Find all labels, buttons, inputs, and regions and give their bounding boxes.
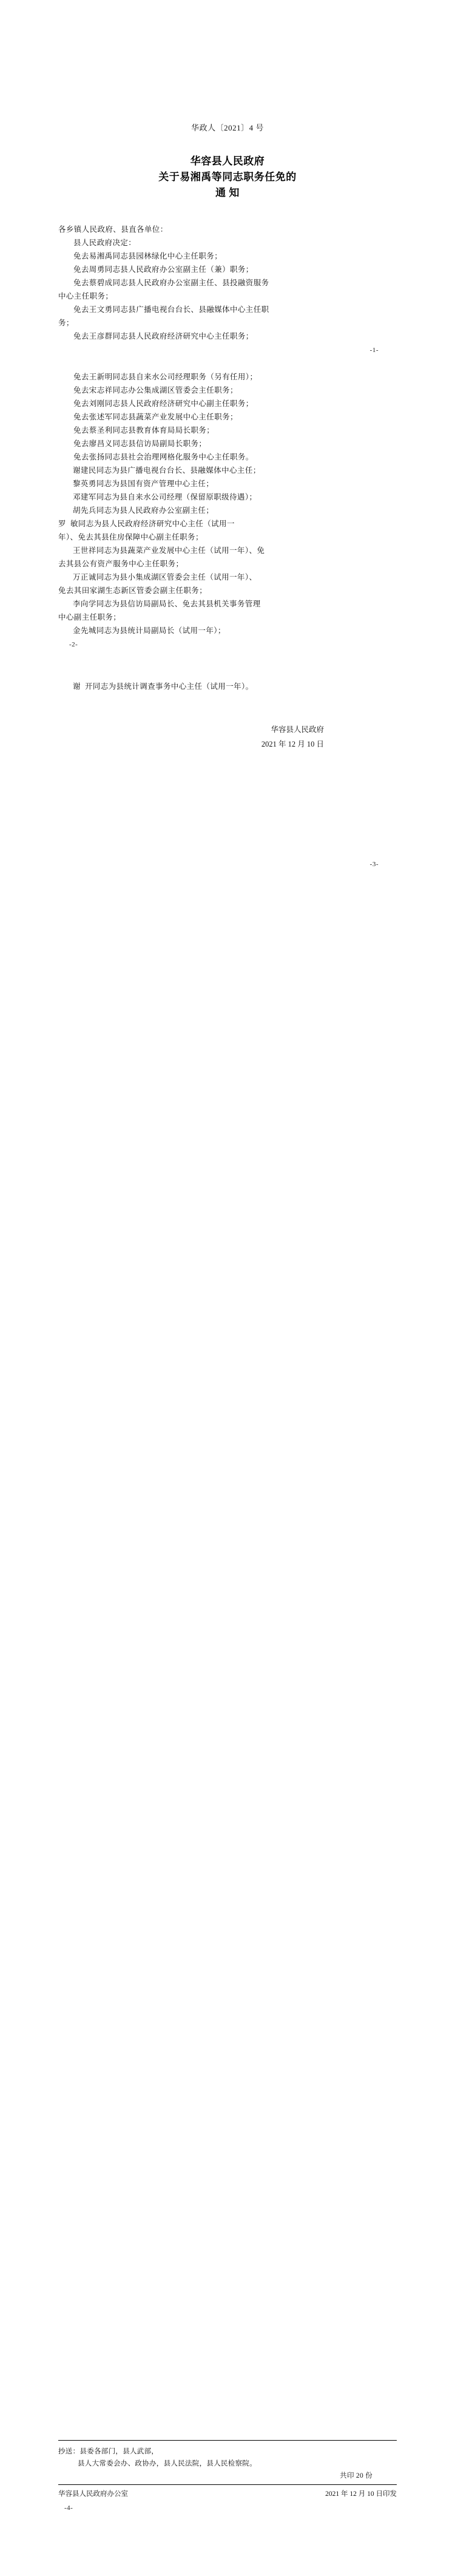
appointment-text: 为县国有资产管理中心主任； (112, 480, 214, 488)
list-item: 免去张述军同志县蔬菜产业发展中心主任职务； (73, 413, 238, 421)
appointment-row (58, 624, 397, 637)
distribution-line: 县人大常委会办、政协办，县人民法院，县人民检察院。 (78, 2460, 257, 2467)
appointee-name: 谢建民同志 (73, 466, 112, 475)
distribution-block (58, 2446, 397, 2482)
appointment-text: 为县自来水公司经理（保留原职级待遇）； (112, 493, 257, 501)
appointee-name: 黎英勇同志 (73, 480, 112, 488)
appointee-name: 胡先兵同志 (73, 506, 112, 515)
appointment-row (58, 490, 397, 504)
list-item: 免去易湘禹同志县园林绿化中心主任职务； (73, 252, 223, 260)
doc-section-page1 (0, 121, 455, 354)
page2-body (58, 370, 397, 637)
title-line-1: 华容县人民政府 (190, 155, 265, 167)
list-item: 免去王新明同志县自来水公司经理职务（另有任用）； (73, 373, 258, 381)
appointment-text: 为县统计调查事务中心主任（试用一年）。 (108, 682, 254, 691)
lead-text: 县人民政府决定： (73, 239, 136, 247)
appointment-row (58, 530, 397, 544)
appointment-text: 为县人民政府办公室副主任； (112, 506, 214, 515)
salutation: 各乡镇人民政府、县直各单位： (58, 225, 168, 234)
title-line-3: 通 知 (215, 187, 240, 198)
list-item: 免去蔡碧成同志县人民政府办公室副主任、县投融资服务 (73, 279, 269, 287)
appointment-text: 为县小集成湖区管委会主任（试用一年）、 (112, 573, 257, 581)
list-item: 免去周勇同志县人民政府办公室副主任（兼）职务； (73, 265, 254, 274)
list-item: 中心主任职务； (58, 292, 113, 300)
doc-number: 华政人〔2021〕4 号 (191, 123, 264, 132)
appointment-text: 年）、免去其县住房保障中心副主任职务； (58, 533, 203, 541)
appointment-text: 去其县公有资产服务中心主任职务； (58, 560, 184, 568)
footer-office: 华容县人民政府办公室 (58, 2490, 128, 2498)
appointment-row (58, 544, 397, 557)
footer-divider-top (58, 2440, 397, 2441)
footer-print-date: 2021 年 12 月 10 日印发 (325, 2490, 397, 2498)
appointment-row (58, 584, 397, 597)
distribution-line: 抄送：县委各部门，县人武部， (58, 2448, 159, 2455)
appointment-row (58, 597, 397, 611)
appointment-text: 为县人民政府经济研究中心主任（试用一 (93, 520, 235, 528)
appointee-name: 罗 敏同志 (58, 520, 94, 528)
list-item: 免去宋志祥同志办公集成湖区管委会主任职务； (73, 386, 238, 395)
list-item: 免去王文勇同志县广播电视台台长、县融媒体中心主任职 (73, 305, 269, 314)
page-title (58, 154, 397, 201)
appointee-name: 王世祥同志 (73, 546, 112, 555)
appointment-row (58, 557, 397, 571)
appointee-name: 金先城同志 (73, 626, 112, 635)
appointee-name: 谢 开同志 (73, 682, 109, 691)
list-item: 免去廖昌义同志县信访局副局长职务； (73, 439, 207, 448)
doc-section-page3 (0, 680, 455, 868)
appointment-text: 为县广播电视台台长、县融媒体中心主任； (112, 466, 261, 475)
appointment-text: 为县信访局副局长、免去其县机关事务管理 (112, 600, 261, 608)
appointment-row (58, 611, 397, 624)
appointment-text: 中心副主任职务； (58, 613, 121, 622)
appointment-text: 为县统计局副局长（试用一年）； (112, 626, 226, 635)
appointment-row (58, 680, 397, 693)
appointment-text: 为县蔬菜产业发展中心主任（试用一年）、免 (112, 546, 265, 555)
page-number: -4- (64, 2504, 73, 2512)
doc-section-page2 (0, 370, 455, 648)
signature-block (58, 722, 397, 751)
page-number: -2- (69, 641, 78, 648)
appointment-row (58, 504, 397, 517)
appointee-name: 邓建军同志 (73, 493, 112, 501)
appointee-name: 李向学同志 (73, 600, 112, 608)
appointment-row (58, 464, 397, 477)
page1-body (58, 223, 397, 343)
appointment-row (58, 517, 397, 530)
appointment-row (58, 571, 397, 584)
copies-count: 共印 20 份 (340, 2472, 372, 2479)
appointee-name: 万正诚同志 (73, 573, 112, 581)
page-number: -3- (369, 861, 379, 868)
appointment-text: 免去其田家湖生态新区管委会副主任职务； (58, 586, 207, 595)
list-item: 免去刘刚同志县人民政府经济研究中心副主任职务； (73, 399, 254, 408)
issue-date: 2021 年 12 月 10 日 (261, 740, 324, 748)
list-item: 免去王彦群同志县人民政府经济研究中心主任职务； (73, 332, 254, 341)
doc-section-page4 (0, 2440, 455, 2512)
page-number: -1- (369, 347, 379, 354)
appointment-row (58, 477, 397, 490)
footer-divider-bottom (58, 2484, 397, 2485)
issuing-authority: 华容县人民政府 (271, 725, 324, 734)
title-line-2: 关于易湘禹等同志职务任免的 (158, 171, 297, 183)
list-item: 免去张扬同志县社会治理网格化服务中心主任职务。 (73, 453, 254, 461)
footer-row (58, 2489, 397, 2498)
list-item: 务； (58, 319, 74, 327)
list-item: 免去蔡圣利同志县教育体育局局长职务； (73, 426, 215, 435)
